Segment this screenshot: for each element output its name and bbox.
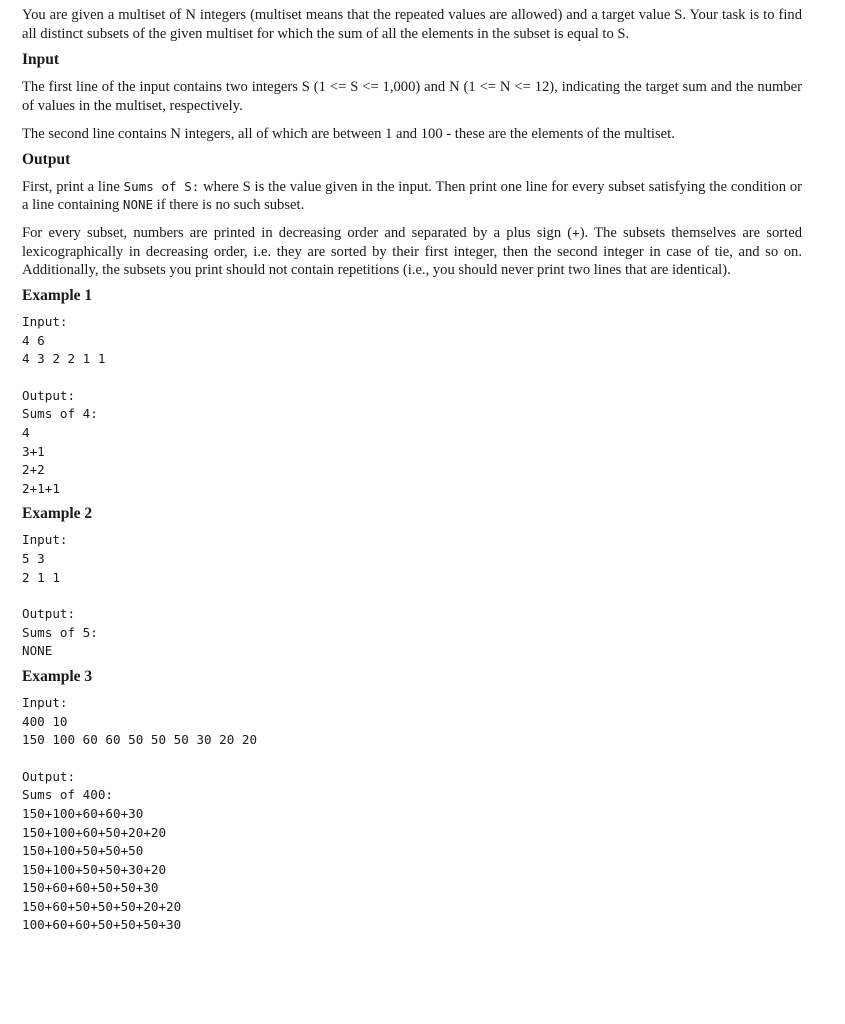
example-1-input-block	[22, 313, 802, 369]
example-3-output-block	[22, 768, 802, 935]
example-2-output-label: Output:	[22, 606, 76, 622]
example-3-input-line: 150 100 60 60 50 50 50 30 20 20	[22, 732, 258, 748]
example-3-input-block	[22, 694, 802, 750]
output-paragraph-1-text-a: First, print a line	[22, 178, 124, 195]
example-3-output-line: 150+60+50+50+50+20+20	[22, 898, 182, 914]
example-1-input-label: Input:	[22, 314, 68, 330]
example-1-output-line: 2+1+1	[22, 480, 60, 496]
example-1-output-line: 3+1	[22, 443, 45, 459]
output-paragraph-1-text-b: where S is the value given in the input. Then print one line for every subset satisfying the condition or a line containing	[22, 178, 803, 214]
example-3-heading: Example 3	[22, 667, 93, 685]
example-2-input-label: Input:	[22, 532, 68, 548]
output-paragraph-2-text-a: For every subset, numbers are printed in decreasing order and separated by a plus sign (	[22, 224, 573, 241]
plus-code: +	[572, 224, 580, 240]
output-paragraph-1	[22, 178, 802, 215]
example-1-output-block	[22, 387, 802, 499]
example-1-output-line: 2+2	[22, 462, 45, 478]
intro-paragraph: You are given a multiset of N integers (multiset means that the repeated values are allowed) and a target value S. Your task is to find all distinct subsets of the given multiset for which the sum of all the elements in the subset is equal to S.	[22, 7, 802, 42]
example-2-output-line: NONE	[22, 643, 53, 659]
example-1-input-line: 4 3 2 2 1 1	[22, 351, 106, 367]
example-1-output-label: Output:	[22, 387, 76, 403]
output-heading: Output	[22, 150, 71, 168]
example-3-output-line: 150+100+60+50+20+20	[22, 824, 167, 840]
example-2-input-block	[22, 531, 802, 587]
example-2-input-line: 5 3	[22, 550, 45, 566]
output-paragraph-2	[22, 224, 802, 280]
example-3-input-label: Input:	[22, 694, 68, 710]
output-paragraph-2-text-b: ). The subsets themselves are sorted lexicographically in decreasing order, i.e. they are sorted by their first integer, then the second integer in case of tie, and so on. Additionally, the subsets you print should not contain repetitions (i.e., you should never print two lines that are identical).	[22, 224, 802, 279]
example-3-output-line: 150+100+50+50+50	[22, 843, 144, 859]
example-2-input-line: 2 1 1	[22, 569, 60, 585]
example-3-output-line: 100+60+60+50+50+50+30	[22, 917, 182, 933]
example-3-output-line: Sums of 400:	[22, 787, 113, 803]
sums-of-s-code: Sums of S:	[123, 178, 200, 194]
example-3-output-line: 150+100+50+50+30+20	[22, 861, 167, 877]
example-1-output-line: 4	[22, 425, 30, 440]
input-heading: Input	[22, 51, 60, 69]
example-1-input-line: 4 6	[22, 332, 45, 348]
input-paragraph-2: The second line contains N integers, all of which are between 1 and 100 - these are the elements of the multiset.	[22, 125, 675, 142]
example-2-heading: Example 2	[22, 505, 93, 523]
example-1-heading: Example 1	[22, 287, 93, 305]
example-2-output-block	[22, 605, 802, 661]
input-paragraph-1: The first line of the input contains two integers S (1 <= S <= 1,000) and N (1 <= N <= 12), indicating the target sum and the number of values in the multiset, respectively.	[22, 79, 802, 115]
example-3-output-line: 150+100+60+60+30	[22, 805, 144, 821]
example-2-output-line: Sums of 5:	[22, 624, 98, 640]
example-3-input-line: 400 10	[22, 713, 68, 729]
output-paragraph-1-text-c: if there is no such subset.	[153, 197, 305, 214]
example-3-output-line: 150+60+60+50+50+30	[22, 880, 159, 896]
example-1-output-line: Sums of 4:	[22, 406, 98, 422]
none-code: NONE	[122, 197, 154, 213]
example-3-output-label: Output:	[22, 768, 76, 784]
problem-statement	[22, 6, 802, 935]
